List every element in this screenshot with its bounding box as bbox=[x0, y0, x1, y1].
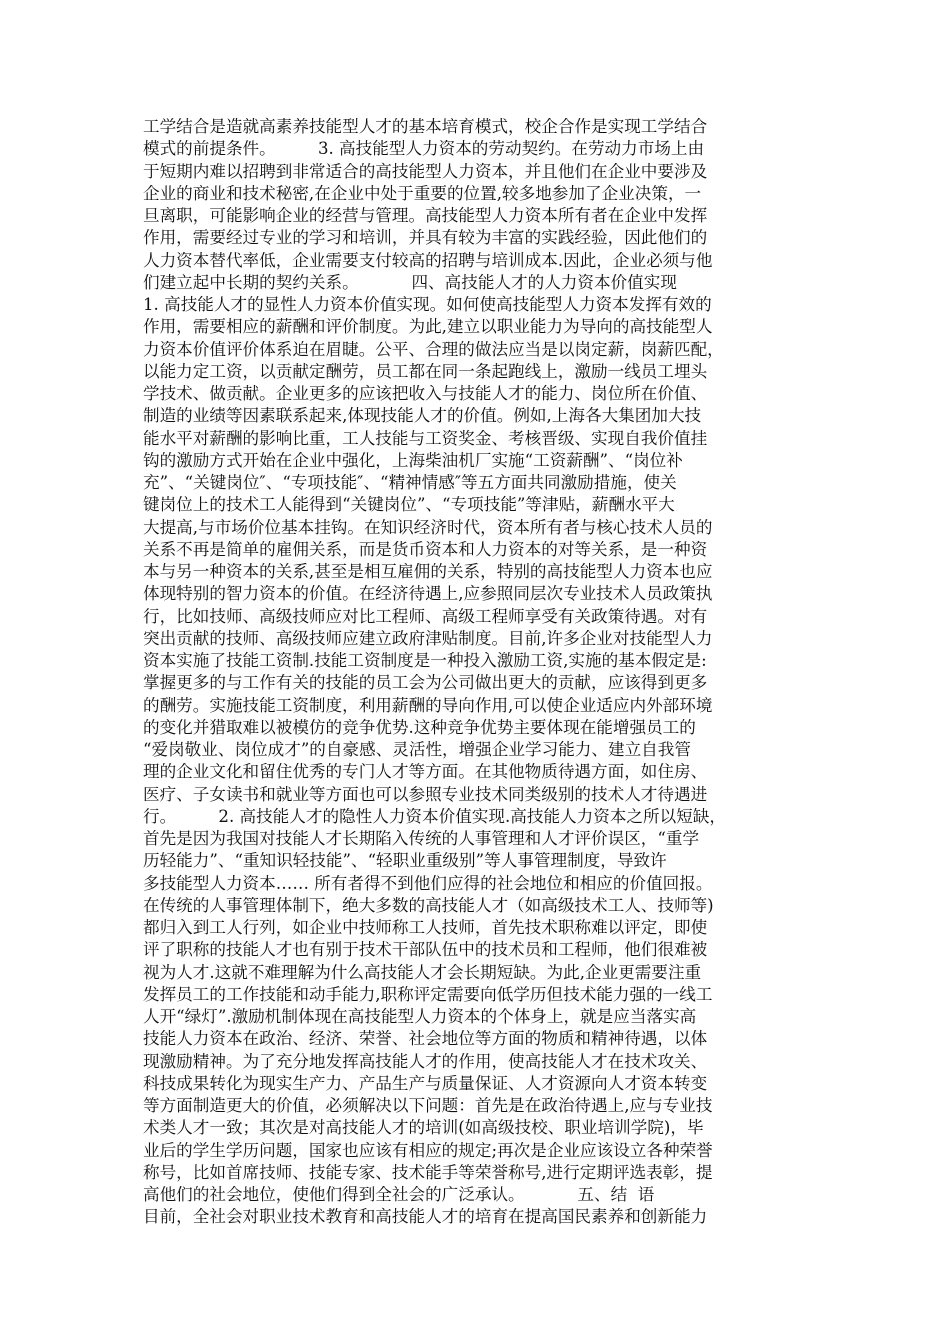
text-line: 力资本价值评价体系迫在眉睫。公平、合理的做法应当是以岗定薪，岗薪匹配， bbox=[143, 339, 724, 359]
text-line: “爱岗敬业、岗位成才”的自豪感、灵活性，增强企业学习能力、建立自我管 bbox=[143, 740, 691, 759]
body-text bbox=[143, 116, 811, 1229]
text-line: 现激励精神。为了充分地发挥高技能人才的作用，使高技能人才在技术攻关、 bbox=[143, 1051, 708, 1071]
text-line: 资本实施了技能工资制.技能工资制度是一种投入激励工资,实施的基本假定是: bbox=[143, 651, 707, 670]
text-line: 体现特别的智力资本的价值。在经济待遇上,应参照同层次专业技术人员政策执 bbox=[143, 584, 713, 604]
text-line: 评了职称的技能人才也有别于技术干部队伍中的技术员和工程师，他们很难被 bbox=[143, 940, 708, 960]
text-line: 1. 高技能人才的显性人力资本价值实现。如何使高技能型人力资本发挥有效的 bbox=[143, 295, 712, 314]
text-line: 称号，比如首席技师、技能专家、技术能手等荣誉称号,进行定期评选表彰，提 bbox=[143, 1162, 713, 1182]
text-line: 行，比如技师、高级技师应对比工程师、高级工程师享受有关政策待遇。对有 bbox=[143, 606, 708, 626]
text-line: 关系不再是简单的雇佣关系，而是货币资本和人力资本的对等关系，是一种资 bbox=[143, 539, 708, 559]
text-line: 作用，需要经过专业的学习和培训，并具有较为丰富的实践经验，因此他们的 bbox=[143, 228, 708, 248]
text-line: 作用，需要相应的薪酬和评价制度。为此,建立以职业能力为导向的高技能型人 bbox=[143, 317, 713, 337]
text-line: 人开“绿灯”.激励机制体现在高技能型人力资本的个体身上，就是应当落实高 bbox=[143, 1007, 697, 1026]
text-line: 医疗、子女读书和就业等方面也可以参照专业技术同类级别的技术人才待遇进 bbox=[143, 784, 708, 804]
text-line: 工学结合是造就高素养技能型人才的基本培育模式，校企合作是实现工学结合 bbox=[143, 117, 708, 136]
text-line: 发挥员工的工作技能和动手能力,职称评定需要向低学历但技术能力强的一线工 bbox=[143, 984, 713, 1004]
text-line: 突出贡献的技师、高级技师应建立政府津贴制度。目前,许多企业对技能型人力 bbox=[143, 628, 713, 648]
text-line: 科技成果转化为现实生产力、产品生产与质量保证、人才资源向人才资本转变 bbox=[143, 1073, 708, 1093]
text-line: 技能人力资本在政治、经济、荣誉、社会地位等方面的物质和精神待遇，以体 bbox=[143, 1029, 708, 1049]
text-line: 钩的激励方式开始在企业中强化，上海柴油机厂实施“工资薪酬”、“岗位补 bbox=[143, 450, 683, 470]
text-line: 目前，全社会对职业技术教育和高技能人才的培育在提高国民素养和创新能力 bbox=[143, 1207, 708, 1227]
text-line: 键岗位上的技术工人能得到“关键岗位”、“专项技能”等津贴，薪酬水平大 bbox=[143, 495, 675, 515]
text-line: 视为人才.这就不难理解为什么高技能人才会长期短缺。为此,企业更需要注重 bbox=[143, 962, 702, 982]
text-line: 本与另一种资本的关系,甚至是相互雇佣的关系，特别的高技能型人力资本也应 bbox=[143, 562, 713, 581]
text-line: 学技术、做贡献。企业更多的应该把收入与技能人才的能力、岗位所在价值、 bbox=[143, 384, 708, 403]
text-line: 在传统的人事管理体制下，绝大多数的高技能人才（如高级技术工人、技师等) bbox=[143, 895, 714, 915]
text-line: 首先是因为我国对技能人才长期陷入传统的人事管理和人才评价误区，“重学 bbox=[143, 829, 700, 848]
text-line: 多技能型人力资本…… 所有者得不到他们应得的社会地位和相应的价值回报。 bbox=[143, 873, 713, 893]
text-line: 大提高,与市场价位基本挂钩。在知识经济时代，资本所有者与核心技术人员的 bbox=[143, 517, 713, 537]
text-line: 企业的商业和技术秘密,在企业中处于重要的位置,较多地参加了企业决策，一 bbox=[143, 183, 702, 203]
text-line: 理的企业文化和留住优秀的专门人才等方面。在其他物质待遇方面，如住房、 bbox=[143, 762, 708, 782]
text-line: 以能力定工资，以贡献定酬劳，员工都在同一条起跑线上，激励一线员工埋头 bbox=[143, 361, 708, 381]
text-line: 的变化并猎取难以被模仿的竞争优势.这种竞争优势主要体现在能增强员工的 bbox=[143, 717, 696, 737]
text-line: 于短期内难以招聘到非常适合的高技能型人力资本，并且他们在企业中要涉及 bbox=[143, 161, 708, 181]
text-line: 模式的前提条件。 3. 高技能型人力资本的劳动契约。在劳动力市场上由 bbox=[143, 139, 705, 159]
text-line: 充”、“关键岗位″、“专项技能″、“精神情感″等五方面共同激励措施，使关 bbox=[143, 473, 677, 492]
text-line: 旦离职，可能影响企业的经营与管理。高技能型人力资本所有者在企业中发挥 bbox=[143, 206, 708, 225]
text-line: 人力资本替代率低，企业需要支付较高的招聘与培训成本.因此，企业必须与他 bbox=[143, 250, 713, 270]
text-line: 能水平对薪酬的影响比重，工人技能与工资奖金、考核晋级、实现自我价值挂 bbox=[143, 428, 708, 448]
text-line: 制造的业绩等因素联系起来,体现技能人才的价值。例如,上海各大集团加大技 bbox=[143, 406, 702, 426]
text-line: 术类人才一致；其次是对高技能人才的培训(如高级技校、职业培训学院)，毕 bbox=[143, 1118, 704, 1138]
text-line: 行。 2. 高技能人才的隐性人力资本价值实现.高技能人力资本之所以短缺， bbox=[143, 806, 726, 826]
text-line: 的酬劳。实施技能工资制度，利用薪酬的导向作用,可以使企业适应内外部环境 bbox=[143, 695, 713, 715]
text-line: 历轻能力”、“重知识轻技能”、“轻职业重级别”等人事管理制度，导致许 bbox=[143, 851, 667, 871]
text-line: 掌握更多的与工作有关的技能的员工会为公司做出更大的贡献，应该得到更多 bbox=[143, 673, 708, 693]
text-line: 等方面制造更大的价值，必须解决以下问题：首先是在政治待遇上,应与专业技 bbox=[143, 1096, 713, 1115]
text-line: 高他们的社会地位，使他们得到全社会的广泛承认。 五、结 语 bbox=[143, 1185, 655, 1204]
text-line: 都归入到工人行列，如企业中技师称工人技师，首先技术职称难以评定，即使 bbox=[143, 918, 708, 937]
text-line: 业后的学生学历问题，国家也应该有相应的规定;再次是企业应该设立各种荣誉 bbox=[143, 1140, 713, 1160]
text-line: 们建立起中长期的契约关系。 四、高技能人才的人力资本价值实现 bbox=[143, 272, 677, 292]
